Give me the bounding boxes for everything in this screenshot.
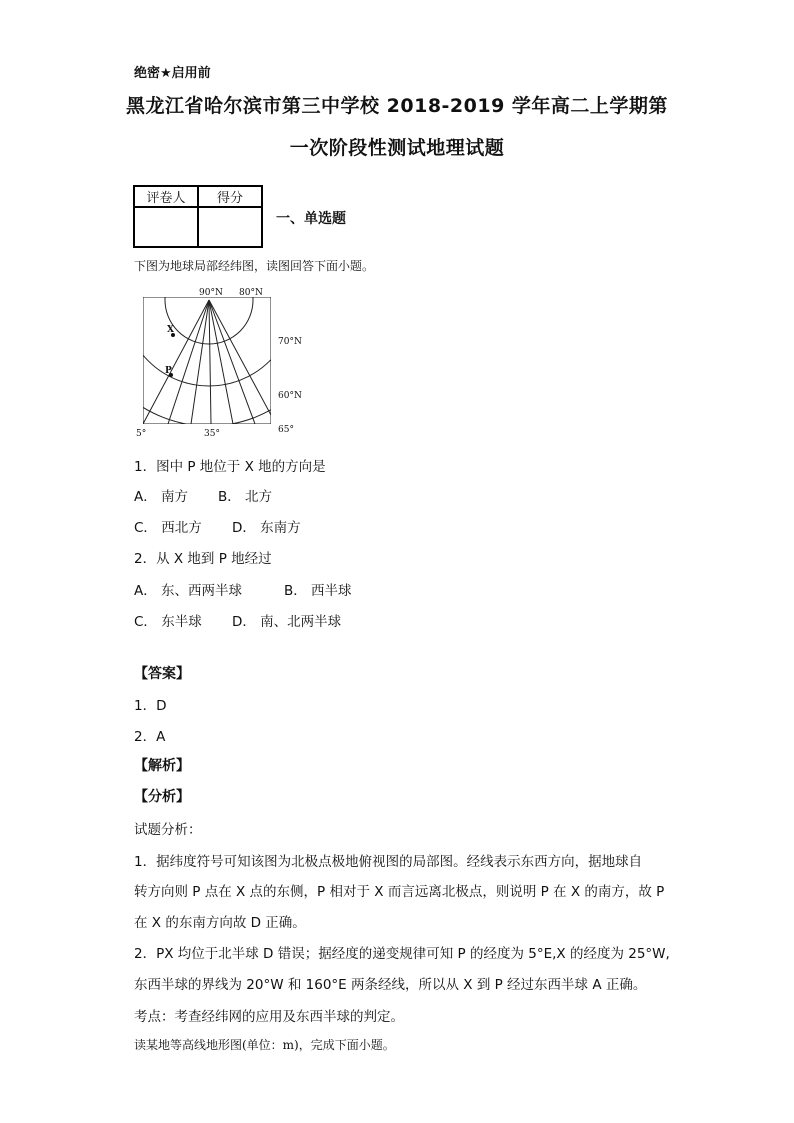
analysis-label: 试题分析： [134,822,202,838]
graticule-map [133,285,313,440]
label-65: 65° [278,425,294,435]
answer-item-1: 1．D [134,698,167,714]
meridian-55 [209,300,255,424]
question-2-stem: 2．从 X 地到 P 地经过 [134,551,272,567]
meridian-5 [143,300,209,424]
page-title-line2: 一次阶段性测试地理试题 [289,137,505,159]
label-p: P [165,366,172,376]
meridian-45 [209,300,233,424]
question-2-option-c: C． 东半球 [134,614,202,630]
page-title-line1: 黑龙江省哈尔滨市第三中学校 2018-2019 学年高二上学期第 [126,95,668,117]
label-x: X [167,325,174,335]
analysis-line-4: 2．PX 均位于北半球 D 错误；据经度的递变规律可知 P 的经度为 5°E,X 的经度为 25°W, [134,946,670,962]
question-1-stem: 1．图中 P 地位于 X 地的方向是 [134,459,326,475]
answer-item-2: 2．A [134,729,166,745]
label-5: 5° [136,429,147,439]
question-1-option-a: A． 南方 [134,489,189,505]
question-2-option-b: B． 西半球 [284,583,352,599]
parallel-60 [133,285,313,426]
label-35: 35° [204,429,220,439]
analysis-heading: 【解析】 [134,758,190,774]
score-table-grader-cell [134,207,198,247]
meridian-65 [209,300,271,415]
question-1-option-c: C． 西北方 [134,520,202,536]
question-1-option-b: B． 北方 [218,489,273,505]
analysis-line-6: 考点：考查经纬网的应用及东西半球的判定。 [134,1009,404,1025]
meridian-35 [209,300,211,424]
score-table-score-cell [198,207,262,247]
question-1-option-d: D． 东南方 [232,520,301,536]
meridian-15 [168,300,209,424]
label-70n: 70°N [278,337,302,347]
analysis-line-2: 转方向则 P 点在 X 点的东侧，P 相对于 X 而言远离北极点，则说明 P 在 X 的南方，故 P [134,884,665,900]
question-2-option-d: D． 南、北两半球 [232,614,342,630]
meridian-25 [191,300,209,424]
analysis-line-5: 东西半球的界线为 20°W 和 160°E 两条经线，所以从 X 到 P 经过东西半球 A 正确。 [134,977,647,993]
section-title: 一、单选题 [276,211,346,227]
score-table [133,185,263,248]
label-90n: 90°N [199,288,223,298]
analysis-sub-heading: 【分析】 [134,789,190,805]
analysis-line-3: 在 X 的东南方向故 D 正确。 [134,915,306,931]
score-table-score-header: 得分 [198,186,262,207]
answer-heading: 【答案】 [134,666,190,682]
label-80n: 80°N [239,288,263,298]
score-table-grader-header: 评卷人 [134,186,198,207]
analysis-line-1: 1．据纬度符号可知该图为北极点极地俯视图的局部图。经线表示东西方向，据地球自 [134,854,643,870]
next-question-intro: 读某地等高线地形图(单位：m)，完成下面小题。 [134,1038,395,1052]
secret-label: 绝密★启用前 [134,66,211,81]
label-60n: 60°N [278,391,302,401]
question-intro: 下图为地球局部经纬图，读图回答下面小题。 [134,259,375,273]
question-2-option-a: A． 东、西两半球 [134,583,243,599]
